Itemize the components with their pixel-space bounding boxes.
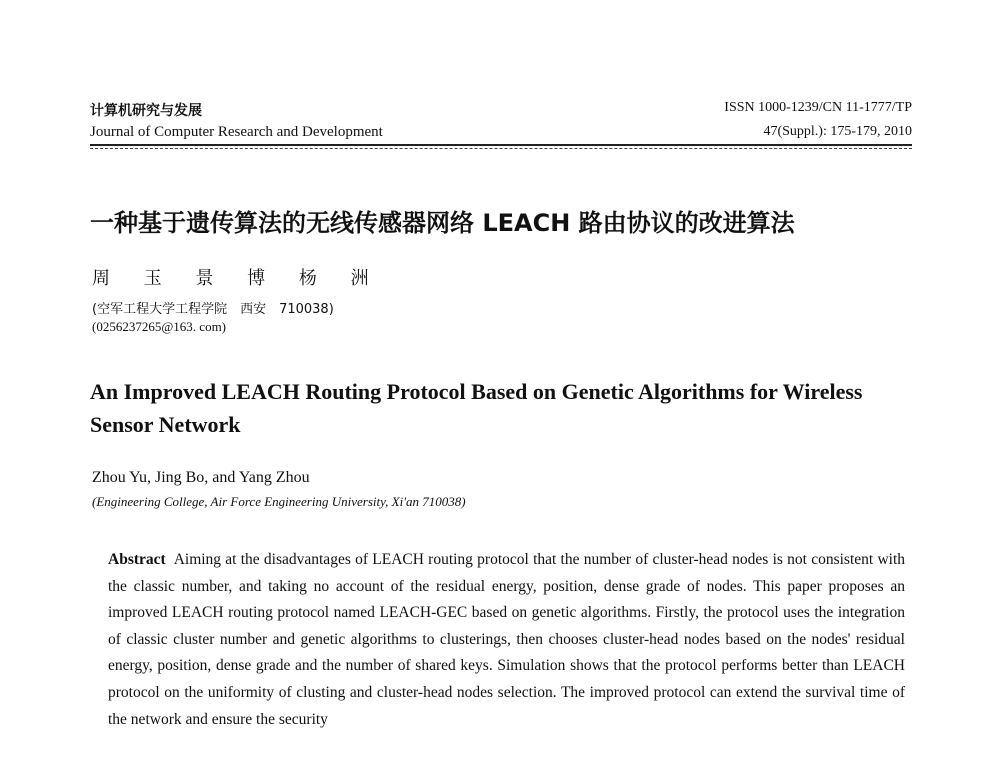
title-en: An Improved LEACH Routing Protocol Based on Genetic Algorithms for Wireless Sensor Network — [90, 379, 863, 437]
authors-cn: 周 玉 景 博 杨 洲 — [92, 268, 383, 289]
issn: ISSN 1000-1239/CN 11-1777/TP — [724, 100, 912, 115]
title-cn: 一种基于遗传算法的无线传感器网络 LEACH 路由协议的改进算法 — [90, 209, 795, 237]
email: (0256237265@163. com) — [92, 319, 227, 334]
header-rule — [90, 144, 912, 146]
abstract-label: Abstract — [108, 551, 166, 568]
abstract — [108, 547, 905, 733]
journal-name-cn: 计算机研究与发展 — [90, 103, 202, 119]
journal-name-en: Journal of Computer Research and Development — [90, 124, 383, 140]
abstract-text: Aiming at the disadvantages of LEACH routing protocol that the number of cluster-head nodes is not consistent with the classic number, and taking no account of the residual energy, position, dense grade of nodes. This paper proposes an improved LEACH routing protocol named LEACH-GEC based on genetic algorithms. Firstly, the protocol uses the integration of classic cluster number and genetic algorithms to clusterings, then chooses cluster-head nodes based on the nodes' residual energy, position, dense grade and the number of shared keys. Simulation shows that the protocol performs better than LEACH protocol on the uniformity of clusting and cluster-head nodes selection. The improved protocol can extend the survival time of the network and ensure the security — [108, 551, 905, 728]
affiliation-en: (Engineering College, Air Force Engineering University, Xi'an 710038) — [92, 494, 466, 509]
affiliation-cn: (空军工程大学工程学院 西安 710038) — [92, 302, 334, 317]
header-rule-secondary — [90, 148, 912, 149]
volume-info: 47(Suppl.): 175-179, 2010 — [763, 124, 912, 139]
authors-en: Zhou Yu, Jing Bo, and Yang Zhou — [92, 469, 310, 486]
